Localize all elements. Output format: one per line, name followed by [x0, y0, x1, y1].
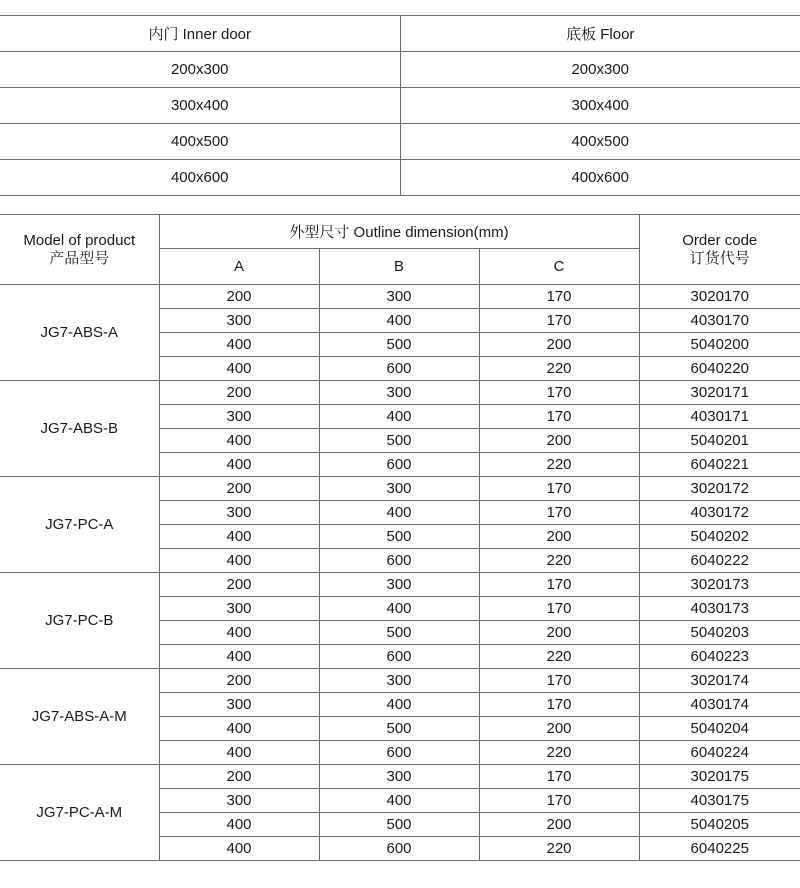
inner-door-header: 内门 Inner door	[0, 16, 400, 52]
dim-a-cell: 200	[159, 669, 319, 693]
order-code-cell: 3020170	[639, 285, 800, 309]
table-row	[0, 381, 800, 405]
dim-a-cell: 400	[159, 741, 319, 765]
table-row	[0, 285, 800, 309]
order-code-header	[639, 215, 800, 285]
model-header-cn: 产品型号	[49, 249, 110, 267]
dim-b-cell: 300	[319, 381, 479, 405]
dim-b-cell: 600	[319, 453, 479, 477]
dim-b-cell: 400	[319, 597, 479, 621]
table-row	[0, 52, 800, 88]
dim-c-cell: 200	[479, 429, 639, 453]
dim-a-cell: 400	[159, 717, 319, 741]
product-table-header-row	[0, 215, 800, 249]
dim-a-cell: 400	[159, 837, 319, 861]
table-row	[0, 669, 800, 693]
product-table-body	[0, 285, 800, 861]
dim-a-cell: 300	[159, 693, 319, 717]
dim-b-cell: 600	[319, 741, 479, 765]
order-code-cell: 6040222	[639, 549, 800, 573]
order-code-header-cn: 订货代号	[689, 249, 750, 267]
dim-a-cell: 400	[159, 549, 319, 573]
dim-b-cell: 400	[319, 405, 479, 429]
size-table-header-row	[0, 16, 800, 52]
order-code-cell: 4030174	[639, 693, 800, 717]
model-cell: JG7-ABS-A	[0, 285, 159, 381]
dim-c-cell: 170	[479, 765, 639, 789]
dim-c-cell: 170	[479, 573, 639, 597]
dim-a-cell: 400	[159, 813, 319, 837]
dim-c-cell: 170	[479, 309, 639, 333]
order-code-cell: 4030170	[639, 309, 800, 333]
dim-b-cell: 500	[319, 525, 479, 549]
order-code-cell: 6040221	[639, 453, 800, 477]
order-code-cell: 3020175	[639, 765, 800, 789]
dim-c-cell: 220	[479, 549, 639, 573]
order-code-cell: 5040202	[639, 525, 800, 549]
dim-b-cell: 400	[319, 501, 479, 525]
dim-a-cell: 200	[159, 477, 319, 501]
dim-b-cell: 600	[319, 549, 479, 573]
model-cell: JG7-ABS-A-M	[0, 669, 159, 765]
dim-a-header: A	[159, 249, 319, 285]
order-code-cell: 4030171	[639, 405, 800, 429]
table-row	[0, 765, 800, 789]
inner-door-cell: 400x500	[0, 124, 400, 160]
floor-header: 底板 Floor	[400, 16, 800, 52]
dim-b-cell: 600	[319, 837, 479, 861]
dim-b-cell: 600	[319, 357, 479, 381]
inner-door-cell: 200x300	[0, 52, 400, 88]
dim-c-cell: 170	[479, 597, 639, 621]
dim-a-cell: 400	[159, 453, 319, 477]
table-row	[0, 477, 800, 501]
dim-a-cell: 400	[159, 645, 319, 669]
order-code-cell: 5040205	[639, 813, 800, 837]
dim-b-cell: 300	[319, 477, 479, 501]
order-code-cell: 3020173	[639, 573, 800, 597]
dim-a-cell: 400	[159, 357, 319, 381]
dim-a-cell: 400	[159, 333, 319, 357]
dim-a-cell: 300	[159, 501, 319, 525]
dim-c-cell: 170	[479, 501, 639, 525]
dim-a-cell: 300	[159, 309, 319, 333]
size-table	[0, 15, 800, 196]
dim-c-cell: 170	[479, 477, 639, 501]
dim-a-cell: 300	[159, 789, 319, 813]
dim-c-cell: 170	[479, 789, 639, 813]
dim-c-cell: 200	[479, 333, 639, 357]
dim-c-cell: 220	[479, 837, 639, 861]
order-code-cell: 6040223	[639, 645, 800, 669]
order-code-cell: 3020171	[639, 381, 800, 405]
order-code-cell: 6040225	[639, 837, 800, 861]
order-code-cell: 6040220	[639, 357, 800, 381]
model-cell: JG7-PC-A-M	[0, 765, 159, 861]
dim-c-header: C	[479, 249, 639, 285]
dim-c-cell: 200	[479, 621, 639, 645]
floor-cell: 300x400	[400, 88, 800, 124]
order-code-cell: 3020172	[639, 477, 800, 501]
dim-c-cell: 200	[479, 525, 639, 549]
order-code-cell: 3020174	[639, 669, 800, 693]
model-cell: JG7-PC-B	[0, 573, 159, 669]
model-cell: JG7-ABS-B	[0, 381, 159, 477]
model-cell: JG7-PC-A	[0, 477, 159, 573]
product-table	[0, 214, 800, 861]
floor-cell: 400x600	[400, 160, 800, 196]
dim-b-header: B	[319, 249, 479, 285]
order-code-header-en: Order code	[682, 231, 758, 249]
dim-b-cell: 600	[319, 645, 479, 669]
dim-b-cell: 500	[319, 333, 479, 357]
order-code-cell: 6040224	[639, 741, 800, 765]
dim-c-cell: 220	[479, 453, 639, 477]
dim-a-cell: 400	[159, 429, 319, 453]
dim-c-cell: 200	[479, 717, 639, 741]
model-header	[0, 215, 159, 285]
table-row	[0, 124, 800, 160]
floor-cell: 200x300	[400, 52, 800, 88]
dim-b-cell: 500	[319, 429, 479, 453]
order-code-cell: 5040203	[639, 621, 800, 645]
dim-b-cell: 500	[319, 717, 479, 741]
order-code-cell: 4030173	[639, 597, 800, 621]
dimension-header: 外型尺寸 Outline dimension(mm)	[159, 215, 639, 249]
dim-a-cell: 200	[159, 285, 319, 309]
table-row	[0, 160, 800, 196]
order-code-cell: 5040204	[639, 717, 800, 741]
dim-c-cell: 170	[479, 405, 639, 429]
dim-b-cell: 500	[319, 621, 479, 645]
order-code-cell: 5040201	[639, 429, 800, 453]
order-code-cell: 4030172	[639, 501, 800, 525]
dim-b-cell: 300	[319, 285, 479, 309]
dim-a-cell: 400	[159, 621, 319, 645]
dim-c-cell: 200	[479, 813, 639, 837]
dim-c-cell: 170	[479, 285, 639, 309]
dim-c-cell: 170	[479, 669, 639, 693]
dim-a-cell: 200	[159, 573, 319, 597]
dim-a-cell: 400	[159, 525, 319, 549]
dim-c-cell: 170	[479, 693, 639, 717]
table-row	[0, 573, 800, 597]
dim-c-cell: 220	[479, 741, 639, 765]
inner-door-cell: 300x400	[0, 88, 400, 124]
dim-c-cell: 220	[479, 357, 639, 381]
model-header-en: Model of product	[23, 231, 136, 249]
floor-cell: 400x500	[400, 124, 800, 160]
dim-a-cell: 200	[159, 381, 319, 405]
dim-b-cell: 400	[319, 789, 479, 813]
order-code-cell: 4030175	[639, 789, 800, 813]
table-row	[0, 88, 800, 124]
dim-a-cell: 200	[159, 765, 319, 789]
dim-a-cell: 300	[159, 597, 319, 621]
order-code-cell: 5040200	[639, 333, 800, 357]
dim-b-cell: 500	[319, 813, 479, 837]
dim-b-cell: 300	[319, 669, 479, 693]
dim-b-cell: 400	[319, 309, 479, 333]
dim-c-cell: 220	[479, 645, 639, 669]
dim-b-cell: 400	[319, 693, 479, 717]
dim-b-cell: 300	[319, 765, 479, 789]
inner-door-cell: 400x600	[0, 160, 400, 196]
dim-a-cell: 300	[159, 405, 319, 429]
dim-c-cell: 170	[479, 381, 639, 405]
dim-b-cell: 300	[319, 573, 479, 597]
